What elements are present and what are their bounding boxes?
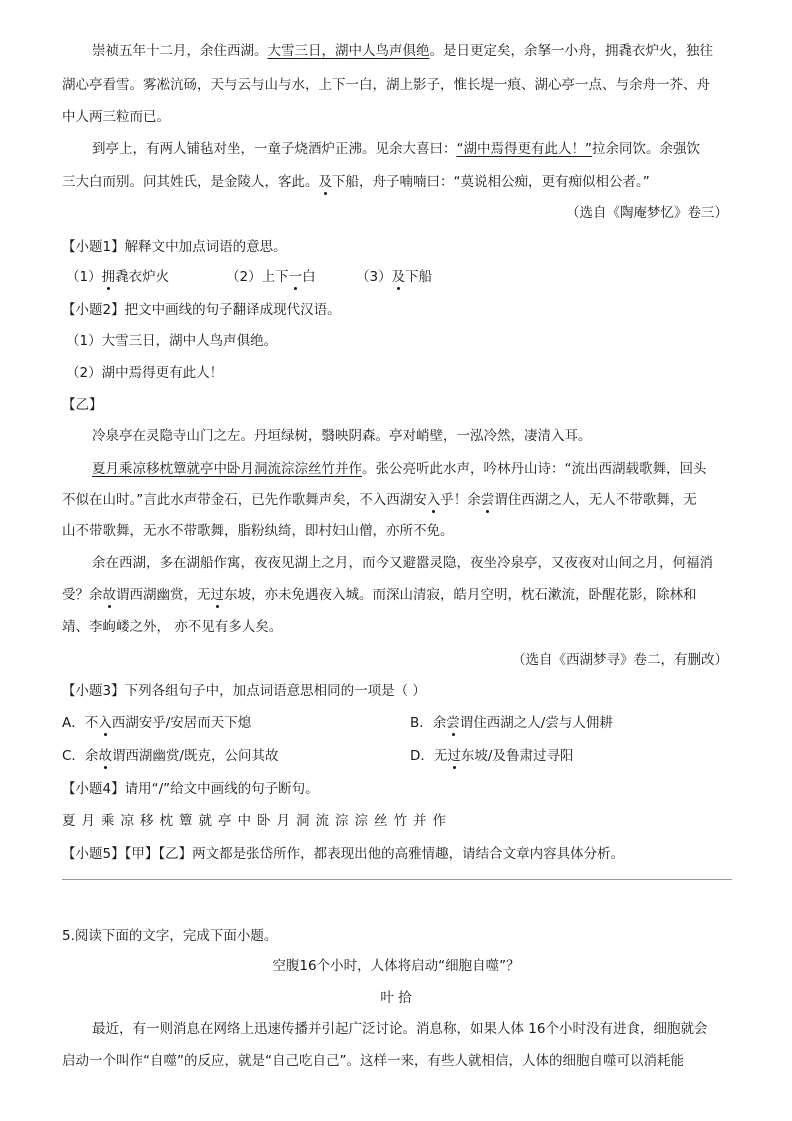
dotted-word: 过: [210, 587, 224, 603]
text: D．无: [410, 748, 448, 764]
jia-paragraph-1-line-2: 湖心亭看雪。雾凇沆砀，天与云与山与水，上下一白，湖上影子，惟长堤一痕、湖心亭一点、与余舟一芥、舟: [62, 77, 710, 93]
dotted-word: 及: [391, 269, 406, 285]
question-3-option-a: [62, 713, 251, 733]
text: （2）上下: [226, 269, 289, 285]
dotted-word: 故: [98, 748, 112, 764]
yi-paragraph-3-line-1: 余在西湖，多在湖船作寓，夜夜见湖上之月，而今又避嚣灵隐，夜坐冷泉亭，又夜夜对山间之月，何福消: [92, 555, 713, 571]
question-5-title: 【小题5】【甲】【乙】两文都是张岱所作，都表现出他的高雅情趣，请结合文章内容具体分析。: [62, 846, 625, 862]
jia-paragraph-1-line-1: [92, 41, 713, 61]
yi-paragraph-2-line-2: [62, 490, 697, 510]
text: 三大白而别。问其姓氏，是金陵人，客此。: [62, 174, 319, 190]
dotted-word: 入: [426, 492, 441, 508]
jia-paragraph-2-line-1: [92, 139, 700, 159]
text: （1）: [66, 269, 102, 285]
question-3-option-c: [62, 746, 279, 766]
question-4-sentence: 夏月乘凉移枕簟就亭中卧月洞流淙淙丝竹并作: [62, 813, 452, 829]
article-author: 叶 拾: [380, 990, 412, 1006]
question-1-item-1: [66, 267, 169, 287]
dotted-word: 入: [98, 715, 112, 731]
question-4-title: 【小题4】请用“/”给文中画线的句子断句。: [62, 781, 319, 797]
article-paragraph-1-line-1: 最近，有一则消息在网络上迅速传播并引起广泛讨论。消息称，如果人体 16个小时没有进食，细胞就会: [92, 1021, 708, 1037]
text: 。张公亮听此水声，吟林丹山诗：“流出西湖载歌舞，回头: [362, 461, 707, 477]
question-2-item-1: （1）大雪三日，湖中人鸟声俱绝。: [66, 333, 278, 349]
underlined-sentence: “湖中焉得更有此人！”: [456, 141, 592, 157]
text: 毳衣炉火: [115, 269, 170, 285]
question-2-item-2: （2）湖中焉得更有此人！: [66, 365, 224, 381]
dotted-word: 过: [447, 748, 461, 764]
text: 受？余: [62, 587, 103, 603]
text: 谓西湖幽赏/既克，公问其故: [111, 748, 279, 764]
yi-paragraph-3-line-2: [62, 585, 697, 605]
section-divider: [62, 879, 732, 880]
text: 西湖安乎/安居而天下熄: [111, 715, 252, 731]
text: 崇祯五年十二月，余住西湖。: [92, 43, 268, 59]
yi-paragraph-1: 冷泉亭在灵隐寺山门之左。丹垣绿树，翳映阴森。亭对峭壁，一泓冷然，凄清入耳。: [92, 428, 592, 444]
jia-paragraph-1-line-3: 中人两三粒而已。: [62, 109, 170, 125]
question-1-item-2: [226, 267, 316, 287]
text: （3）: [356, 269, 392, 285]
text: 东坡，亦未免遇夜入城。而深山清寂，皓月空明，枕石漱流，卧醒花影，除林和: [224, 587, 697, 603]
underlined-sentence: 大雪三日，湖中人鸟声俱绝: [267, 43, 430, 59]
question-1-item-3: [356, 267, 432, 287]
text: 乎！余: [440, 492, 481, 508]
dotted-word: 尝: [446, 715, 460, 731]
dotted-word: 及: [318, 174, 332, 190]
text: B．余: [410, 715, 447, 731]
yi-paragraph-2-line-1: [92, 459, 707, 479]
question-3-option-d: [410, 746, 573, 766]
jia-paragraph-2-line-2: [62, 172, 650, 192]
text: 下船: [405, 269, 433, 285]
yi-label: 【乙】: [62, 397, 103, 413]
yi-paragraph-3-line-3: 靖、李岣嵝之外， 亦不见有多人矣。: [62, 619, 283, 635]
text: 谓住西湖之人，无人不带歌舞，无: [494, 492, 697, 508]
yi-paragraph-2-line-3: 山不带歌舞，无水不带歌舞，脂粉纨绮，即村妇山僧，亦所不免。: [62, 523, 454, 539]
text: 。是日更定矣，余拏一小舟，拥毳衣炉火，独往: [429, 43, 713, 59]
underlined-sentence: 夏月乘凉移枕簟就亭中卧月洞流淙淙丝竹并作: [92, 461, 362, 477]
section-5-intro: 5.阅读下面的文字，完成下面小题。: [62, 928, 278, 944]
dotted-word: 一: [288, 269, 303, 285]
question-1-title: 【小题1】解释文中加点词语的意思。: [62, 239, 287, 255]
question-3-title: 【小题3】下列各组句子中，加点词语意思相同的一项是（ ）: [62, 683, 426, 699]
text: 到亭上，有两人铺毡对坐，一童子烧酒炉正沸。见余大喜曰：: [92, 141, 457, 157]
dotted-word: 故: [102, 587, 116, 603]
text: A．不: [62, 715, 99, 731]
question-3-option-b: [410, 713, 613, 733]
text: 拉余同饮。余强饮: [592, 141, 700, 157]
article-title: 空腹16个小时，人体将启动“细胞自噬”？: [272, 958, 520, 974]
question-2-title: 【小题2】把文中画线的句子翻译成现代汉语。: [62, 302, 341, 318]
text: 东坡/及鲁肃过寻阳: [460, 748, 574, 764]
text: C．余: [62, 748, 99, 764]
text: 谓西湖幽赏，无: [116, 587, 211, 603]
dotted-word: 尝: [480, 492, 495, 508]
dotted-word: 拥: [101, 269, 116, 285]
article-paragraph-1-line-2: 启动一个叫作“自噬”的反应，就是“自己吃自己”。这样一来，有些人就相信，人体的细胞自噬可以消耗能: [62, 1053, 684, 1069]
yi-source: （选自《西湖梦寻》卷二，有删改）: [512, 652, 728, 668]
text: 白: [302, 269, 316, 285]
text: 不似在山时。”言此水声带金石，已先作歌舞声矣，不入西湖安: [62, 492, 427, 508]
text: 下船，舟子喃喃曰：“莫说相公痴，更有痴似相公者。”: [332, 174, 650, 190]
text: 谓住西湖之人/尝与人佣耕: [459, 715, 613, 731]
jia-source: （选自《陶庵梦忆》卷三）: [566, 205, 728, 221]
